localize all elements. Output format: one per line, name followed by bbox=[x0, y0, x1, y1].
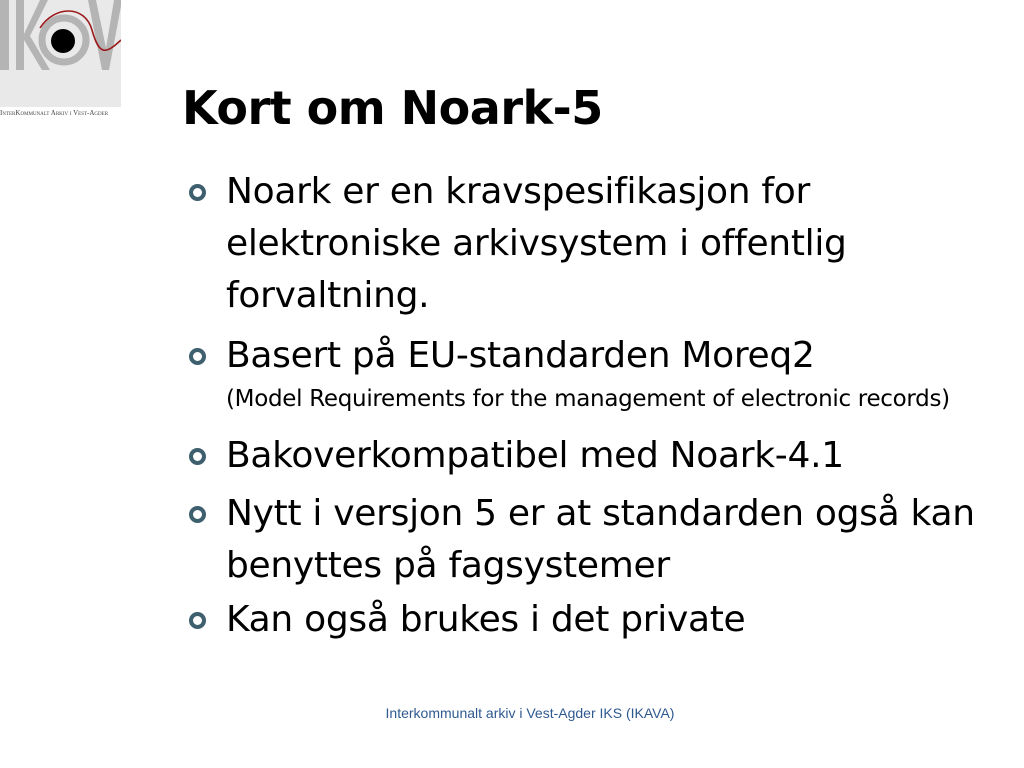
logo-mark bbox=[0, 0, 121, 107]
logo-dot bbox=[51, 29, 75, 53]
ring-bullet-icon bbox=[189, 448, 206, 465]
bullet-text: Kan også brukes i det private bbox=[226, 599, 746, 640]
logo-graphic bbox=[0, 0, 121, 107]
slide-footer: Interkommunalt arkiv i Vest-Agder IKS (IKAVA) bbox=[385, 705, 675, 721]
ring-bullet-icon bbox=[189, 184, 206, 201]
logo bbox=[0, 0, 121, 124]
bullet-text: Nytt i versjon 5 er at standarden også kan benyttes på fagsystemer bbox=[226, 493, 975, 586]
slide-title: Kort om Noark-5 bbox=[182, 81, 603, 135]
bullet-item bbox=[186, 430, 1006, 482]
bullet-item bbox=[186, 166, 1006, 322]
bullet-text: Noark er en kravspesifikasjon for elektroniske arkivsystem i offentlig forvaltning. bbox=[226, 171, 847, 316]
bullet-item bbox=[186, 594, 1006, 646]
ring-bullet-icon bbox=[189, 612, 206, 629]
logo-letter-k-stem bbox=[16, 0, 24, 70]
bullet-text: Bakoverkompatibel med Noark-4.1 bbox=[226, 435, 844, 476]
ring-bullet-icon bbox=[189, 506, 206, 523]
bullet-item bbox=[186, 330, 1006, 416]
logo-letter-i bbox=[0, 0, 9, 70]
bullet-note: (Model Requirements for the management of electronic records) bbox=[226, 386, 950, 412]
ring-bullet-icon bbox=[189, 348, 206, 365]
bullet-item bbox=[186, 488, 1006, 592]
bullet-list bbox=[186, 166, 1006, 656]
logo-caption: InterKommunalt Arkiv i Vest-Agder bbox=[0, 109, 109, 117]
bullet-text: Basert på EU-standarden Moreq2 bbox=[226, 335, 815, 376]
